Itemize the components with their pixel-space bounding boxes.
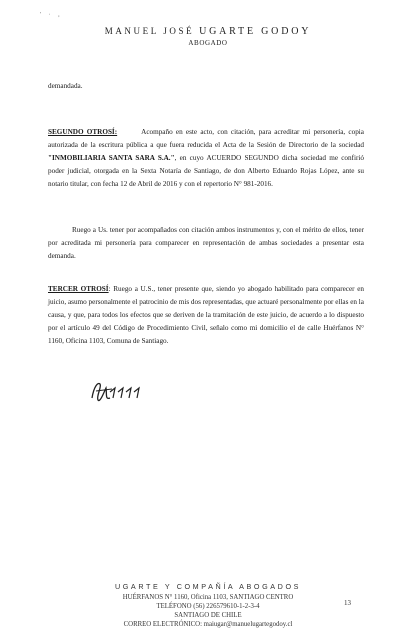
tercer-otrosi-title: TERCER OTROSÍ	[48, 285, 109, 293]
paragraph-segundo-otrosi	[48, 126, 364, 191]
paragraph-demandada	[48, 80, 364, 93]
paragraph-tercer-otrosi	[48, 283, 364, 348]
footer-email: CORREO ELECTRÓNICO: maiugar@manuelugartegodoy.cl	[123, 621, 293, 628]
segundo-otrosi-text-1: Acompaño en este acto, con citación, para acreditar mi personería, copia autorizada de la escritura pública a que fuera reducida el Acta de la Sesión de Directorio de la sociedad	[48, 128, 364, 149]
letterhead-name	[0, 26, 416, 37]
page-number: 13	[344, 599, 351, 607]
footer-phone: TELÉFONO (56) 226579610-1-2-3-4	[156, 603, 260, 610]
scan-mark: ' · ,	[40, 12, 63, 18]
letterhead-role: ABOGADO	[188, 39, 228, 47]
tercer-otrosi-text: : Ruego a U.S., tener presente que, siendo yo abogado habilitado para comparecer en juicio, asumo personalmente el patrocinio de mis dos representadas, que actuaré personalmente por ellas en la causa, y que, para todos los efectos que se deriven de la tramitación de este juicio, de acuerdo a lo dispuesto por el artículo 49 del Código de Procedimiento Civil, señalo como mi domicilio el de calle Huérfanos N° 1160, Oficina 1103, Comuna de Santiago.	[48, 285, 364, 345]
handwritten-signature	[88, 378, 158, 408]
ruego-text: Ruego a Us. tener por acompañados con citación ambos instrumentos y, con el mérito de ellos, tener por acreditada mi personería para comparecer en representación de ambas sociedades a presentar esta demanda.	[48, 226, 364, 260]
footer-company: UGARTE Y COMPAÑÍA ABOGADOS	[114, 582, 302, 591]
demandada-text: demandada.	[48, 82, 83, 90]
segundo-otrosi-company: "INMOBILIARIA SANTA SARA S.A."	[48, 154, 175, 162]
letterhead-first-name: MANUEL JOSÉ	[104, 26, 195, 36]
footer-city: SANTIAGO DE CHILE	[174, 612, 242, 619]
footer-address: HUÉRFANOS N° 1160, Oficina 1103, SANTIAGO CENTRO	[122, 594, 294, 601]
segundo-otrosi-text-2: , en cuyo ACUERDO SEGUNDO dicha sociedad me confirió poder judicial, otorgada en la Sexta Notaría de Santiago, de don Alberto Eduardo Rojas López, ante su notario titular, con fecha 12 de Abril de 2016 y con el repertorio N° 981-2016.	[48, 154, 364, 188]
paragraph-ruego	[48, 224, 364, 263]
letterhead-last-name: UGARTE GODOY	[199, 26, 312, 37]
segundo-otrosi-title: SEGUNDO OTROSÍ:	[48, 128, 118, 136]
